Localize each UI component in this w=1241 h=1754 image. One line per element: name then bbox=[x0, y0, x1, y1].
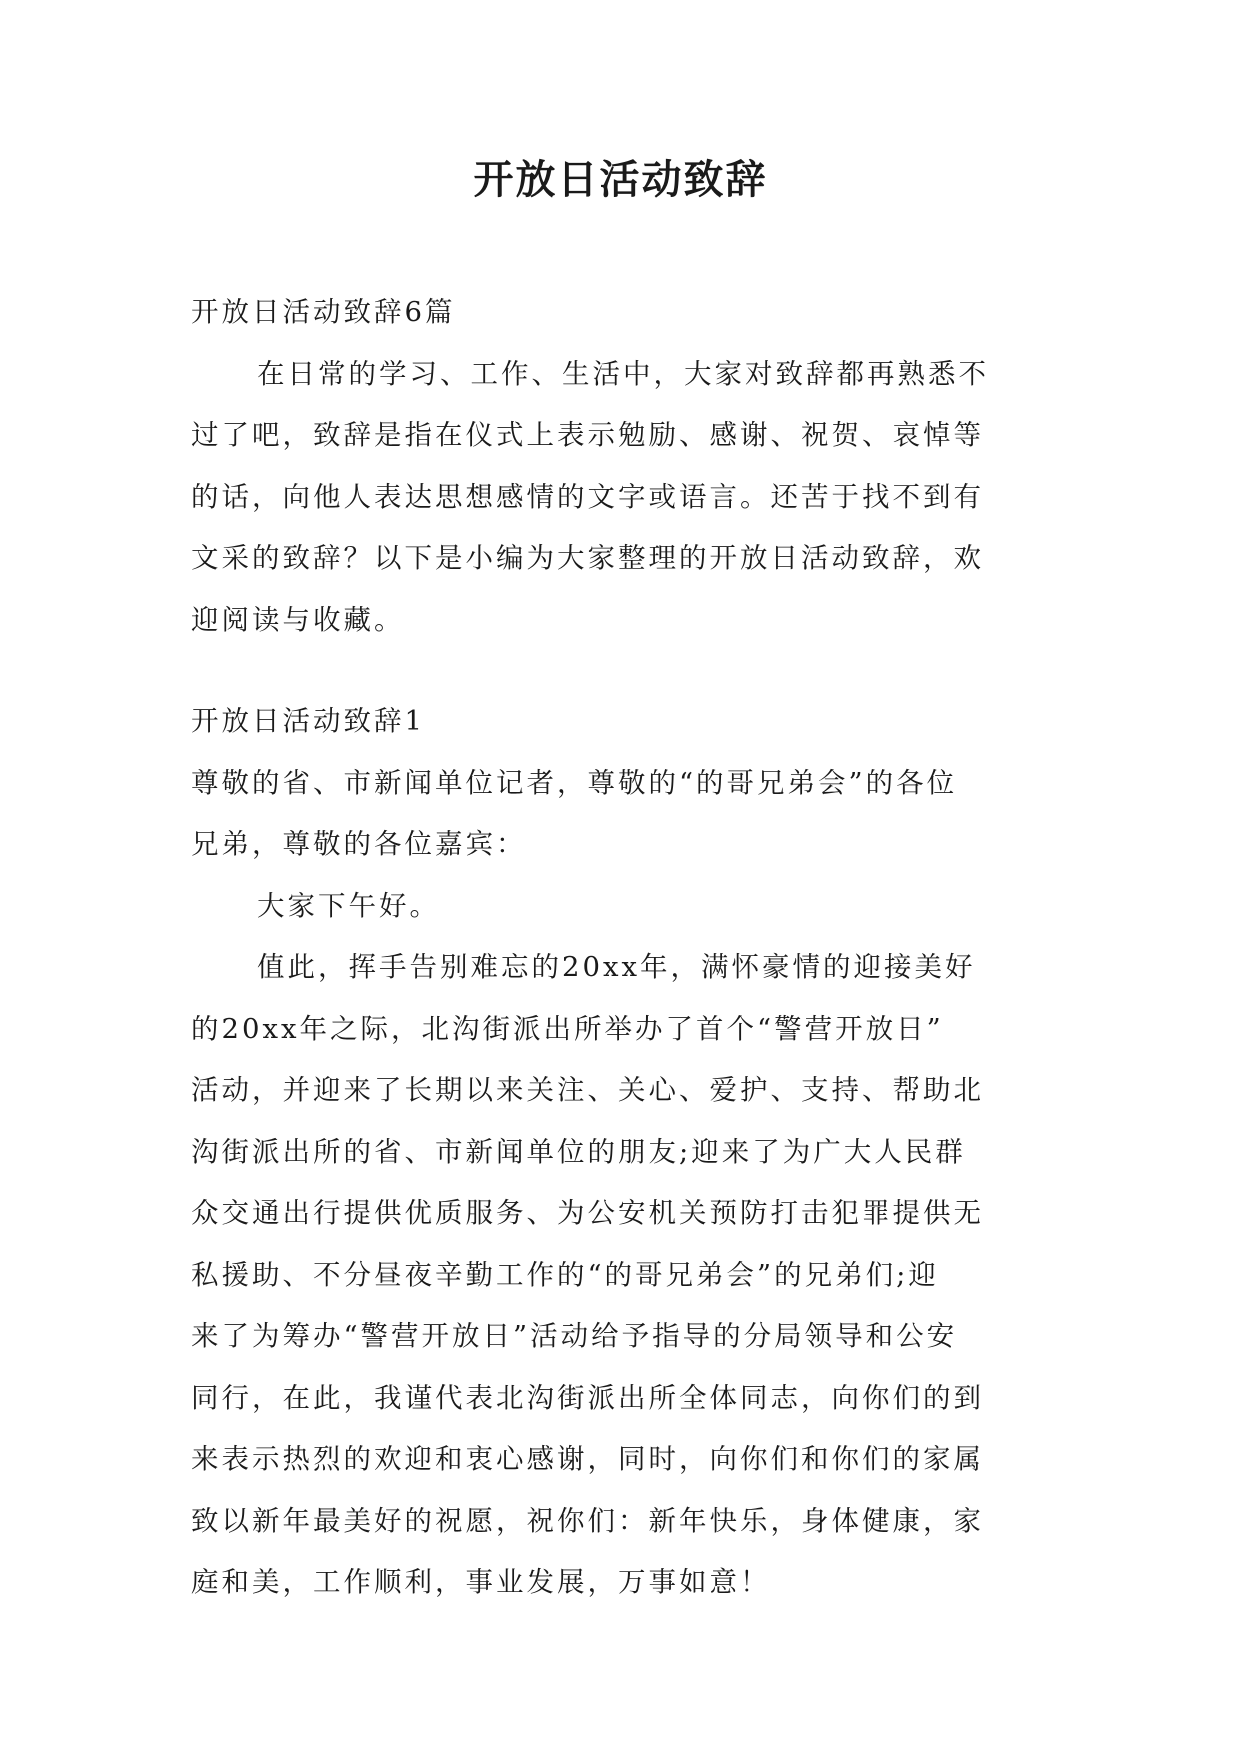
intro-paragraph bbox=[191, 344, 1049, 652]
paragraph-line: 活动，并迎来了长期以来关注、关心、爱护、支持、帮助北 bbox=[191, 1074, 984, 1106]
intro-heading: 开放日活动致辞6篇 bbox=[191, 296, 456, 328]
greeting-line: 大家下午好。 bbox=[257, 889, 440, 922]
paragraph-line: 来表示热烈的欢迎和衷心感谢，同时，向你们和你们的家属 bbox=[191, 1443, 984, 1475]
salutation bbox=[191, 753, 1049, 876]
paragraph-line: 在日常的学习、工作、生活中，大家对致辞都再熟悉不 bbox=[257, 357, 989, 390]
paragraph-line: 值此，挥手告别难忘的20xx年，满怀豪情的迎接美好 bbox=[257, 951, 976, 983]
paragraph-line: 的20xx年之际，北沟街派出所举办了首个“警营开放日” bbox=[191, 1012, 944, 1045]
paragraph-line: 沟街派出所的省、市新闻单位的朋友;迎来了为广大人民群 bbox=[191, 1135, 966, 1168]
paragraph-line: 同行，在此，我谨代表北沟街派出所全体同志，向你们的到 bbox=[191, 1381, 984, 1414]
paragraph-line: 致以新年最美好的祝愿，祝你们：新年快乐，身体健康，家 bbox=[191, 1504, 984, 1537]
section-spacer bbox=[191, 651, 1049, 691]
paragraph-line: 庭和美，工作顺利，事业发展，万事如意！ bbox=[191, 1566, 771, 1598]
paragraph-line: 的话，向他人表达思想感情的文字或语言。还苦于找不到有 bbox=[191, 480, 984, 513]
paragraph-line: 来了为筹办“警营开放日”活动给予指导的分局领导和公安 bbox=[191, 1320, 958, 1352]
salutation-line: 兄弟，尊敬的各位嘉宾： bbox=[191, 828, 527, 860]
document-title: 开放日活动致辞 bbox=[473, 157, 768, 203]
salutation-line: 尊敬的省、市新闻单位记者，尊敬的“的哥兄弟会”的各位 bbox=[191, 766, 958, 799]
paragraph-line: 过了吧，致辞是指在仪式上表示勉励、感谢、祝贺、哀悼等 bbox=[191, 419, 984, 451]
paragraph-line: 众交通出行提供优质服务、为公安机关预防打击犯罪提供无 bbox=[191, 1197, 984, 1229]
document-body bbox=[191, 282, 1049, 1614]
section-heading: 开放日活动致辞1 bbox=[191, 705, 425, 737]
paragraph-line: 文采的致辞？以下是小编为大家整理的开放日活动致辞，欢 bbox=[191, 542, 984, 574]
paragraph-line: 私援助、不分昼夜辛勤工作的“的哥兄弟会”的兄弟们;迎 bbox=[191, 1258, 939, 1291]
paragraph-line: 迎阅读与收藏。 bbox=[191, 603, 405, 636]
body-paragraph bbox=[191, 937, 1049, 1614]
